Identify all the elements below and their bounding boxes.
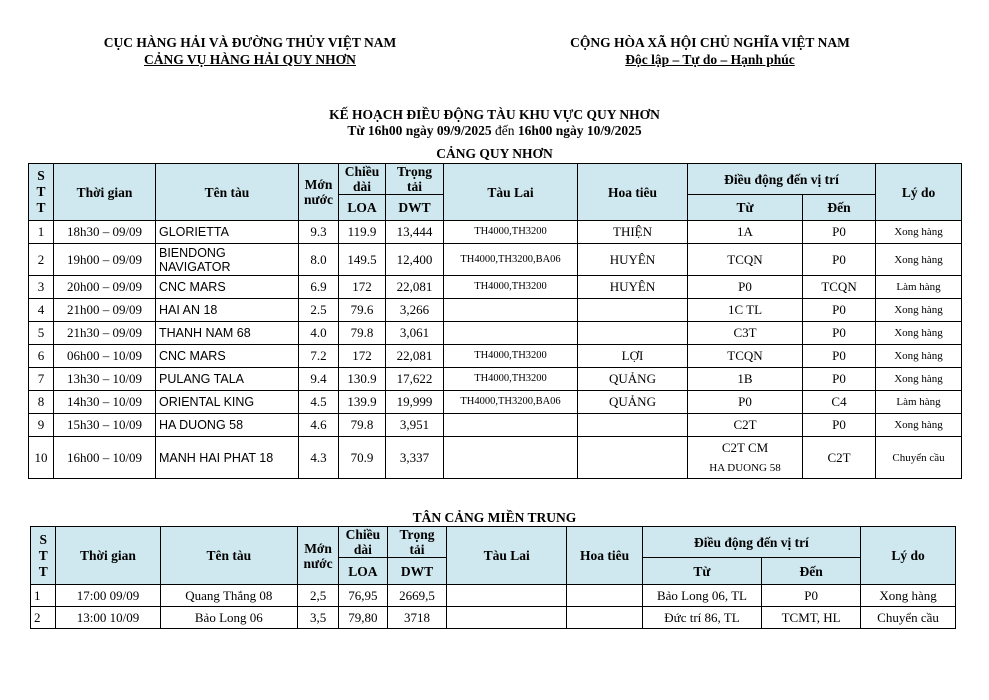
row-loa: 76,95 bbox=[338, 585, 387, 607]
row-time: 15h30 – 10/09 bbox=[54, 414, 156, 437]
row-to: C4 bbox=[803, 391, 876, 414]
schedule-table-quy-nhon bbox=[28, 163, 962, 479]
header-tug: Tàu Lai bbox=[447, 527, 567, 585]
header-dwt: DWT bbox=[386, 195, 444, 221]
row-loa: 79.8 bbox=[339, 414, 386, 437]
row-pilot: QUẢNG bbox=[578, 391, 688, 414]
row-pilot bbox=[578, 322, 688, 345]
row-loa: 79.8 bbox=[339, 322, 386, 345]
header-from: Từ bbox=[688, 195, 803, 221]
table-row bbox=[29, 368, 962, 391]
row-from: Đức trí 86, TL bbox=[642, 607, 761, 629]
header-tug: Tàu Lai bbox=[444, 164, 578, 221]
table-row bbox=[31, 585, 956, 607]
time-range bbox=[0, 123, 989, 139]
row-from-line2: HA DUONG 58 bbox=[709, 461, 781, 474]
header-to: Đến bbox=[762, 558, 861, 585]
row-pilot bbox=[578, 299, 688, 322]
row-tug: TH4000,TH3200 bbox=[444, 276, 578, 299]
row-tug bbox=[444, 299, 578, 322]
row-time: 21h30 – 09/09 bbox=[54, 322, 156, 345]
row-to: P0 bbox=[803, 414, 876, 437]
row-dwt: 2669,5 bbox=[387, 585, 446, 607]
row-ship: CNC MARS bbox=[156, 345, 299, 368]
row-to: P0 bbox=[762, 585, 861, 607]
row-reason: Xong hàng bbox=[861, 585, 956, 607]
row-ship: GLORIETTA bbox=[156, 221, 299, 244]
header-length: Chiều dài bbox=[338, 527, 387, 558]
row-from: C3T bbox=[688, 322, 803, 345]
header-time: Thời gian bbox=[54, 164, 156, 221]
row-draft: 3,5 bbox=[298, 607, 339, 629]
row-ship: BIENDONG NAVIGATOR bbox=[156, 244, 299, 276]
row-draft: 7.2 bbox=[299, 345, 339, 368]
row-time: 20h00 – 09/09 bbox=[54, 276, 156, 299]
row-reason: Xong hàng bbox=[876, 345, 962, 368]
row-from: C2T bbox=[688, 414, 803, 437]
row-reason: Xong hàng bbox=[876, 244, 962, 276]
row-pilot bbox=[578, 437, 688, 479]
row-pilot bbox=[567, 607, 642, 629]
time-range-start: Từ 16h00 ngày 09/9/2025 bbox=[347, 123, 492, 138]
row-pilot: QUẢNG bbox=[578, 368, 688, 391]
row-ship: THANH NAM 68 bbox=[156, 322, 299, 345]
row-tug: TH4000,TH3200 bbox=[444, 345, 578, 368]
row-from: 1A bbox=[688, 221, 803, 244]
row-dwt: 3718 bbox=[387, 607, 446, 629]
row-stt: 3 bbox=[29, 276, 54, 299]
row-draft: 4.6 bbox=[299, 414, 339, 437]
row-stt: 2 bbox=[31, 607, 56, 629]
row-dwt: 12,400 bbox=[386, 244, 444, 276]
agency-name: CỤC HÀNG HẢI VÀ ĐƯỜNG THỦY VIỆT NAM bbox=[103, 35, 397, 50]
row-ship: MANH HAI PHAT 18 bbox=[156, 437, 299, 479]
header-reason: Lý do bbox=[876, 164, 962, 221]
row-reason: Xong hàng bbox=[876, 414, 962, 437]
row-to: P0 bbox=[803, 221, 876, 244]
row-ship: CNC MARS bbox=[156, 276, 299, 299]
row-time: 21h00 – 09/09 bbox=[54, 299, 156, 322]
port-authority-name: CẢNG VỤ HÀNG HẢI QUY NHƠN bbox=[144, 52, 356, 67]
row-dwt: 3,951 bbox=[386, 414, 444, 437]
row-draft: 4.0 bbox=[299, 322, 339, 345]
header-length: Chiều dài bbox=[339, 164, 386, 195]
header-loa: LOA bbox=[338, 558, 387, 585]
row-reason: Xong hàng bbox=[876, 368, 962, 391]
row-from: P0 bbox=[688, 276, 803, 299]
header-pilot: Hoa tiêu bbox=[578, 164, 688, 221]
row-loa: 79,80 bbox=[338, 607, 387, 629]
header-reason: Lý do bbox=[861, 527, 956, 585]
row-from bbox=[688, 437, 803, 479]
row-reason: Làm hàng bbox=[876, 276, 962, 299]
row-from: TCQN bbox=[688, 244, 803, 276]
row-stt: 1 bbox=[31, 585, 56, 607]
row-from: P0 bbox=[688, 391, 803, 414]
row-stt: 10 bbox=[29, 437, 54, 479]
row-dwt: 3,337 bbox=[386, 437, 444, 479]
row-stt: 6 bbox=[29, 345, 54, 368]
header-stt: S T T bbox=[29, 164, 54, 221]
header-tonnage: Trọng tải bbox=[387, 527, 446, 558]
table-row bbox=[29, 221, 962, 244]
row-time: 13h30 – 10/09 bbox=[54, 368, 156, 391]
header-loa: LOA bbox=[339, 195, 386, 221]
header-tonnage: Trọng tải bbox=[386, 164, 444, 195]
table-row bbox=[29, 322, 962, 345]
row-stt: 4 bbox=[29, 299, 54, 322]
row-pilot: LỢI bbox=[578, 345, 688, 368]
row-tug bbox=[444, 322, 578, 345]
schedule-table-tan-cang bbox=[30, 526, 956, 629]
row-ship: Quang Thắng 08 bbox=[160, 585, 298, 607]
row-from-line1: C2T CM bbox=[721, 439, 769, 455]
row-reason: Xong hàng bbox=[876, 221, 962, 244]
section-title-quy-nhon: CẢNG QUY NHƠN bbox=[436, 146, 553, 161]
row-tug bbox=[447, 607, 567, 629]
row-to: P0 bbox=[803, 368, 876, 391]
row-tug: TH4000,TH3200,BA06 bbox=[444, 391, 578, 414]
table-row bbox=[29, 437, 962, 479]
row-pilot bbox=[578, 414, 688, 437]
row-draft: 4.3 bbox=[299, 437, 339, 479]
row-time: 19h00 – 09/09 bbox=[54, 244, 156, 276]
row-draft: 6.9 bbox=[299, 276, 339, 299]
row-stt: 8 bbox=[29, 391, 54, 414]
row-draft: 9.3 bbox=[299, 221, 339, 244]
row-time: 06h00 – 10/09 bbox=[54, 345, 156, 368]
table-row bbox=[29, 391, 962, 414]
row-from: 1B bbox=[688, 368, 803, 391]
row-time: 13:00 10/09 bbox=[56, 607, 160, 629]
row-to: C2T bbox=[803, 437, 876, 479]
row-dwt: 17,622 bbox=[386, 368, 444, 391]
row-dwt: 3,061 bbox=[386, 322, 444, 345]
table-row bbox=[31, 607, 956, 629]
header-draft: Mớn nước bbox=[299, 164, 339, 221]
national-motto: Độc lập – Tự do – Hạnh phúc bbox=[625, 52, 795, 67]
table-row bbox=[29, 414, 962, 437]
row-dwt: 3,266 bbox=[386, 299, 444, 322]
header-time: Thời gian bbox=[56, 527, 160, 585]
row-stt: 7 bbox=[29, 368, 54, 391]
row-time: 17:00 09/09 bbox=[56, 585, 160, 607]
header-from: Từ bbox=[642, 558, 761, 585]
header-to: Đến bbox=[803, 195, 876, 221]
document-title: KẾ HOẠCH ĐIỀU ĐỘNG TÀU KHU VỰC QUY NHƠN bbox=[329, 107, 660, 122]
row-ship: ORIENTAL KING bbox=[156, 391, 299, 414]
row-to: P0 bbox=[803, 345, 876, 368]
row-dwt: 13,444 bbox=[386, 221, 444, 244]
row-time: 16h00 – 10/09 bbox=[54, 437, 156, 479]
row-ship: HA DUONG 58 bbox=[156, 414, 299, 437]
row-time: 14h30 – 10/09 bbox=[54, 391, 156, 414]
header-move: Điều động đến vị trí bbox=[642, 527, 860, 558]
time-range-connector: đến bbox=[491, 123, 518, 138]
row-to: P0 bbox=[803, 322, 876, 345]
row-to: TCMT, HL bbox=[762, 607, 861, 629]
row-tug bbox=[444, 414, 578, 437]
row-stt: 1 bbox=[29, 221, 54, 244]
row-loa: 172 bbox=[339, 276, 386, 299]
row-dwt: 19,999 bbox=[386, 391, 444, 414]
header-pilot: Hoa tiêu bbox=[567, 527, 642, 585]
row-reason: Xong hàng bbox=[876, 299, 962, 322]
row-dwt: 22,081 bbox=[386, 345, 444, 368]
agency-header bbox=[60, 34, 440, 68]
row-draft: 2.5 bbox=[299, 299, 339, 322]
row-to: P0 bbox=[803, 299, 876, 322]
row-tug bbox=[444, 437, 578, 479]
row-loa: 172 bbox=[339, 345, 386, 368]
row-reason: Xong hàng bbox=[876, 322, 962, 345]
row-draft: 9.4 bbox=[299, 368, 339, 391]
country-name: CỘNG HÒA XÃ HỘI CHỦ NGHĨA VIỆT NAM bbox=[570, 35, 850, 50]
row-ship: Bảo Long 06 bbox=[160, 607, 298, 629]
row-loa: 70.9 bbox=[339, 437, 386, 479]
table-row bbox=[29, 299, 962, 322]
row-from: 1C TL bbox=[688, 299, 803, 322]
row-pilot: THIỆN bbox=[578, 221, 688, 244]
table-row bbox=[29, 244, 962, 276]
row-to: P0 bbox=[803, 244, 876, 276]
header-move: Điều động đến vị trí bbox=[688, 164, 876, 195]
row-loa: 79.6 bbox=[339, 299, 386, 322]
row-stt: 5 bbox=[29, 322, 54, 345]
row-reason: Chuyển cầu bbox=[876, 437, 962, 479]
header-ship: Tên tàu bbox=[156, 164, 299, 221]
row-stt: 2 bbox=[29, 244, 54, 276]
row-to: TCQN bbox=[803, 276, 876, 299]
row-tug: TH4000,TH3200,BA06 bbox=[444, 244, 578, 276]
time-range-end: 16h00 ngày 10/9/2025 bbox=[517, 123, 642, 138]
row-loa: 119.9 bbox=[339, 221, 386, 244]
row-ship: PULANG TALA bbox=[156, 368, 299, 391]
row-draft: 8.0 bbox=[299, 244, 339, 276]
row-pilot: HUYÊN bbox=[578, 244, 688, 276]
row-from: Bảo Long 06, TL bbox=[642, 585, 761, 607]
row-reason: Chuyển cầu bbox=[861, 607, 956, 629]
row-ship: HAI AN 18 bbox=[156, 299, 299, 322]
row-loa: 139.9 bbox=[339, 391, 386, 414]
row-loa: 149.5 bbox=[339, 244, 386, 276]
row-draft: 2,5 bbox=[298, 585, 339, 607]
row-pilot bbox=[567, 585, 642, 607]
national-header bbox=[520, 34, 900, 68]
row-draft: 4.5 bbox=[299, 391, 339, 414]
row-from: TCQN bbox=[688, 345, 803, 368]
row-stt: 9 bbox=[29, 414, 54, 437]
row-tug bbox=[447, 585, 567, 607]
table-row bbox=[29, 276, 962, 299]
row-time: 18h30 – 09/09 bbox=[54, 221, 156, 244]
header-draft: Mớn nước bbox=[298, 527, 339, 585]
table-row bbox=[29, 345, 962, 368]
row-tug: TH4000,TH3200 bbox=[444, 221, 578, 244]
row-dwt: 22,081 bbox=[386, 276, 444, 299]
row-loa: 130.9 bbox=[339, 368, 386, 391]
row-pilot: HUYÊN bbox=[578, 276, 688, 299]
header-ship: Tên tàu bbox=[160, 527, 298, 585]
section-title-tan-cang: TÂN CẢNG MIỀN TRUNG bbox=[412, 510, 577, 525]
header-stt: S T T bbox=[31, 527, 56, 585]
header-dwt: DWT bbox=[387, 558, 446, 585]
row-tug: TH4000,TH3200 bbox=[444, 368, 578, 391]
row-reason: Làm hàng bbox=[876, 391, 962, 414]
